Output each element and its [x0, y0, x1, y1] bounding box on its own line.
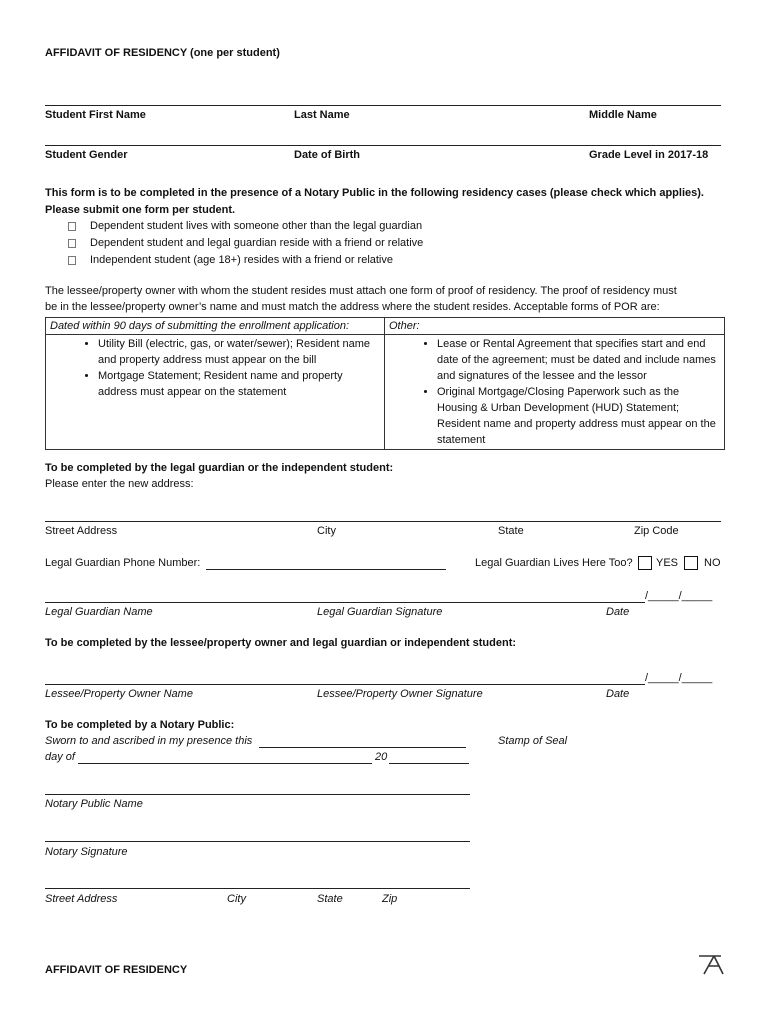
- year-prefix-label: 20: [375, 751, 388, 763]
- student-gender-label: Student Gender: [45, 149, 128, 161]
- notary-state-label: State: [317, 893, 343, 905]
- guardian-lives-here-label: Legal Guardian Lives Here Too?: [475, 557, 633, 569]
- grade-level-label: Grade Level in 2017-18: [589, 149, 709, 161]
- no-label: NO: [704, 557, 721, 569]
- page-title: AFFIDAVIT OF RESIDENCY (one per student): [45, 47, 280, 59]
- lives-here-no-checkbox[interactable]: [684, 556, 698, 570]
- lessee-signature-label: Lessee/Property Owner Signature: [317, 688, 483, 700]
- por-left-cell: [46, 335, 385, 450]
- yes-label: YES: [656, 557, 679, 569]
- residency-case-option: Dependent student and legal guardian reside with a friend or relative: [90, 237, 424, 249]
- street-address-label: Street Address: [45, 525, 118, 537]
- city-label: City: [317, 525, 336, 537]
- state-label: State: [498, 525, 524, 537]
- day-of-input[interactable]: [78, 763, 372, 764]
- residency-case-checkbox[interactable]: [68, 239, 76, 248]
- sworn-label: Sworn to and ascribed in my presence this: [45, 735, 253, 747]
- brand-logo-icon: [697, 953, 725, 975]
- guardian-section-heading: To be completed by the legal guardian or the independent student:: [45, 462, 394, 474]
- notary-city-label: City: [227, 893, 246, 905]
- day-of-label: day of: [45, 751, 75, 763]
- notary-signature-line[interactable]: [45, 841, 470, 842]
- lives-here-yes-checkbox[interactable]: [638, 556, 652, 570]
- residency-case-option: Dependent student lives with someone other than the legal guardian: [90, 220, 423, 232]
- residency-case-checkbox[interactable]: [68, 222, 76, 231]
- year-input[interactable]: [389, 763, 469, 764]
- notary-signature-label: Notary Signature: [45, 846, 128, 858]
- lessee-signature-line[interactable]: [45, 684, 645, 685]
- por-right-item: • Original Mortgage/Closing Paperwork such as the Housing & Urban Development (HUD) Statement; Resident name and property address must appear on the statement: [437, 384, 720, 448]
- lessee-name-label: Lessee/Property Owner Name: [45, 688, 193, 700]
- por-right-item: • Lease or Rental Agreement that specifies start and end date of the agreement; must be dated and include names and signatures of the lessee and the lessor: [437, 336, 720, 384]
- guardian-phone-input[interactable]: [206, 569, 446, 570]
- notary-section-heading: To be completed by a Notary Public:: [45, 719, 235, 731]
- guardian-signature-line[interactable]: [45, 602, 645, 603]
- por-right-header: Other:: [385, 318, 725, 335]
- por-left-item: • Mortgage Statement; Resident name and property address must appear on the statement: [98, 368, 380, 400]
- stamp-of-seal-label: Stamp of Seal: [498, 735, 568, 747]
- student-first-name-label: Student First Name: [45, 109, 146, 121]
- guardian-section-subheading: Please enter the new address:: [45, 478, 194, 490]
- instructions-line-1: This form is to be completed in the presence of a Notary Public in the following residency cases (please check which applies).: [45, 187, 704, 199]
- proof-text-line-1: The lessee/property owner with whom the student resides must attach one form of proof of residency. The proof of residency must: [45, 285, 677, 297]
- guardian-date-label: Date: [606, 606, 630, 618]
- lessee-date-label: Date: [606, 688, 630, 700]
- sworn-date-input[interactable]: [259, 747, 466, 748]
- zip-code-label: Zip Code: [634, 525, 679, 537]
- guardian-phone-label: Legal Guardian Phone Number:: [45, 557, 201, 569]
- notary-name-line[interactable]: [45, 794, 470, 795]
- proof-text-line-2: be in the lessee/property owner’s name and must match the address where the student resides. Acceptable forms of POR are:: [45, 301, 660, 313]
- address-line[interactable]: [45, 521, 721, 522]
- instructions-line-2: Please submit one form per student.: [45, 204, 236, 216]
- middle-name-label: Middle Name: [589, 109, 657, 121]
- por-left-header: Dated within 90 days of submitting the enrollment application:: [46, 318, 385, 335]
- por-left-item: • Utility Bill (electric, gas, or water/sewer); Resident name and property address must appear on the bill: [98, 336, 380, 368]
- notary-address-line[interactable]: [45, 888, 470, 889]
- proof-of-residency-table: [45, 317, 725, 450]
- guardian-name-label: Legal Guardian Name: [45, 606, 153, 618]
- residency-case-checkbox[interactable]: [68, 256, 76, 265]
- por-right-cell: [385, 335, 725, 450]
- last-name-label: Last Name: [294, 109, 350, 121]
- notary-zip-label: Zip: [382, 893, 398, 905]
- guardian-signature-label: Legal Guardian Signature: [317, 606, 443, 618]
- footer-title: AFFIDAVIT OF RESIDENCY: [45, 964, 188, 976]
- student-info-line[interactable]: [45, 145, 721, 146]
- dob-label: Date of Birth: [294, 149, 360, 161]
- notary-name-label: Notary Public Name: [45, 798, 143, 810]
- student-name-line[interactable]: [45, 105, 721, 106]
- residency-case-option: Independent student (age 18+) resides with a friend or relative: [90, 254, 393, 266]
- guardian-date-blank[interactable]: /_____/_____: [645, 590, 713, 602]
- lessee-section-heading: To be completed by the lessee/property owner and legal guardian or independent student:: [45, 637, 517, 649]
- lessee-date-blank[interactable]: /_____/_____: [645, 672, 713, 684]
- notary-street-label: Street Address: [45, 893, 118, 905]
